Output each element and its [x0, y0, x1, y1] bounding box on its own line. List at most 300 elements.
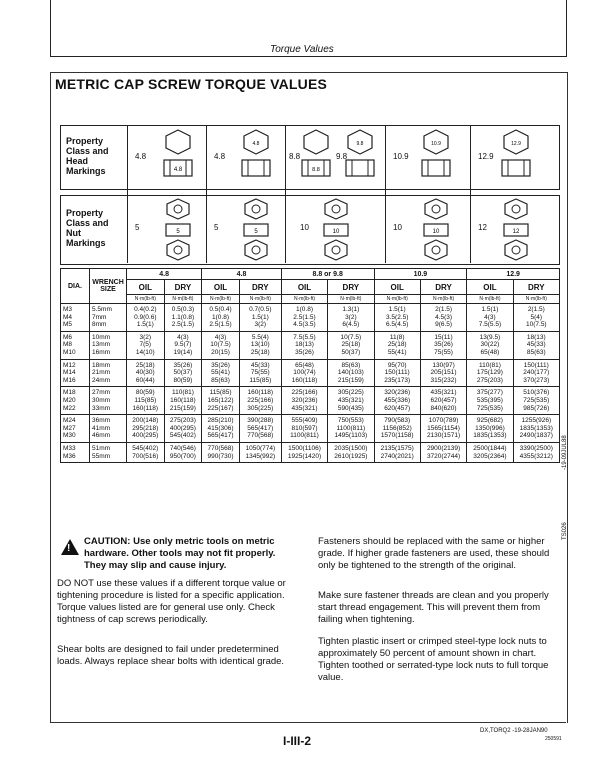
cell-value: 1.1(0.8) [171, 313, 195, 321]
nut-stamp-text: 12 [512, 229, 520, 235]
cell-value: 0.7(0.5) [249, 306, 272, 313]
cell-value: 115(85) [209, 389, 232, 397]
paragraph: Fasteners should be replaced with the same or higher grade. If higher grade fasteners are used, these should only be tightened to the strength of the original. [318, 536, 550, 571]
cell-value: 215(159) [169, 404, 196, 412]
cell-value: 305(225) [247, 404, 274, 412]
cell-value: 590(435) [337, 404, 364, 412]
cell-value: 115(85) [134, 396, 157, 404]
cell-value: 750(553) [337, 417, 364, 425]
cell-value: M30 [63, 432, 76, 440]
oil-header: OIL [202, 280, 240, 295]
cell-value: 24mm [92, 376, 111, 384]
cell-value: 15(11) [434, 333, 453, 341]
grade-header: 12.9 [467, 269, 560, 280]
cell-value: M10 [63, 348, 76, 356]
cell-value: 50(37) [173, 369, 193, 377]
cell-value: 65(48) [480, 348, 500, 356]
unit-label: N·m(lb-ft) [420, 295, 466, 304]
table-row-group [61, 442, 560, 462]
unit-label: N·m(lb-ft) [281, 295, 327, 304]
table-cell [127, 304, 165, 332]
table-cell [513, 415, 559, 443]
head-stamp-text: 4.8 [252, 141, 260, 147]
cell-value: 18(13) [526, 333, 546, 341]
grade-header: 8.8 or 9.8 [281, 269, 374, 280]
table-cell [61, 331, 90, 359]
table-cell [61, 359, 90, 387]
table-cell [202, 442, 240, 462]
table-cell [374, 331, 420, 359]
cell-value: 150(111) [523, 361, 549, 369]
cell-value: 4(3) [484, 313, 496, 321]
nut-stamp-text: 5 [254, 229, 258, 235]
table-cell [164, 415, 202, 443]
cell-value: 1255(926) [521, 417, 552, 425]
cell-value: 535(395) [476, 396, 503, 404]
nut-stamp-text: 5 [176, 229, 180, 235]
cell-value: 435(321) [430, 389, 457, 397]
cell-value: 565(417) [207, 432, 234, 440]
table-cell [202, 359, 240, 387]
cell-value: 80(59) [173, 376, 193, 384]
table-cell [202, 304, 240, 332]
side-code: TS026 [562, 522, 568, 540]
cell-value: 1570(1158) [380, 432, 414, 440]
dry-header: DRY [420, 280, 466, 295]
nut-icon [316, 197, 356, 261]
cell-value: 41mm [92, 424, 111, 432]
cell-value: 1070(789) [428, 417, 459, 425]
cell-value: 1(0.8) [212, 313, 230, 321]
cell-value: 370(273) [523, 376, 550, 384]
cell-value: 3(2) [254, 321, 267, 329]
unit-label: N·m(lb-ft) [164, 295, 202, 304]
cell-value: 2(1.5) [435, 306, 453, 313]
unit-label: N·m(lb-ft) [467, 295, 513, 304]
cell-value: 2900(2139) [426, 444, 461, 452]
nut-icon [416, 197, 456, 261]
cell-value: 10(7.5) [340, 333, 362, 341]
table-cell [467, 304, 513, 332]
cell-value: 3.5(2.5) [386, 313, 409, 321]
table-cell [61, 387, 90, 415]
cell-value: 2610(1925) [334, 452, 368, 460]
oil-dry-row [61, 280, 560, 295]
table-cell [513, 304, 559, 332]
cell-value: 45(33) [526, 341, 546, 349]
cell-value: 10mm [92, 333, 111, 341]
table-cell [328, 304, 374, 332]
cell-value: M16 [63, 376, 76, 384]
table-cell [239, 331, 281, 359]
cell-value: M14 [63, 369, 76, 377]
table-cell [127, 415, 165, 443]
cell-value: 33mm [92, 404, 111, 412]
table-cell [281, 304, 327, 332]
cell-value: M4 [63, 313, 73, 321]
head-class: 8.8 [289, 152, 301, 161]
paragraph: Tighten plastic insert or crimped steel-type lock nuts to approximately 50 percent of amount shown in chart. Tighten toothed or serrated-type lock nuts to full torque value. [318, 636, 549, 683]
table-cell [467, 387, 513, 415]
cell-value: 320(236) [384, 389, 411, 397]
cell-value: 2500(1844) [473, 444, 507, 452]
table-cell [467, 415, 513, 443]
cell-value: 4355(3212) [519, 452, 553, 460]
cell-value: 1.5(1) [251, 313, 269, 321]
table-row-group [61, 304, 560, 332]
cell-value: 700(516) [132, 452, 159, 460]
col-divider [127, 125, 128, 263]
paragraph: DO NOT use these values if a different torque value or tightening procedure is listed for a specific application. Torque values listed are for general use only. Check tightness of cap screws periodically. [57, 578, 286, 625]
nut-class: 12 [478, 223, 487, 232]
cell-value: 740(546) [169, 444, 196, 452]
unit-label: N·m(lb-ft) [202, 295, 240, 304]
cell-value: 95(70) [387, 361, 407, 369]
cell-value: 21mm [92, 369, 111, 377]
cell-value: 9(6.5) [435, 321, 453, 329]
table-cell [127, 359, 165, 387]
running-title: Torque Values [270, 44, 334, 55]
cell-value: M24 [63, 417, 76, 425]
cell-value: 225(166) [291, 389, 318, 397]
head-stamp-text: 12.9 [511, 141, 521, 147]
col-divider [385, 125, 386, 263]
unit-label: N·m(lb-ft) [513, 295, 559, 304]
cell-value: 555(409) [291, 417, 318, 425]
unit-label: N·m(lb-ft) [328, 295, 374, 304]
table-cell [420, 331, 466, 359]
cell-value: 4.5(3.5) [293, 321, 316, 329]
cell-value: 20(15) [211, 348, 230, 356]
footer-code: 250591 [545, 736, 562, 742]
cell-value: 55(41) [387, 348, 407, 356]
cell-value: 2(1.5) [527, 306, 545, 313]
table-cell [239, 387, 281, 415]
cell-value: 205(151) [430, 369, 457, 377]
table-cell [164, 387, 202, 415]
paragraph: Shear bolts are designed to fail under predetermined loads. Always replace shear bolts with identical grade. [57, 644, 285, 667]
cell-value: 415(306) [207, 424, 234, 432]
dry-header: DRY [164, 280, 202, 295]
table-cell [202, 387, 240, 415]
table-cell [513, 387, 559, 415]
cell-value: 165(122) [207, 396, 234, 404]
cell-value: 80(59) [135, 389, 155, 397]
col-divider [285, 125, 286, 263]
table-cell [420, 415, 466, 443]
nut-class: 10 [300, 223, 309, 232]
nut-stamp-text: 10 [432, 229, 440, 235]
table-cell [61, 442, 90, 462]
table-row-group [61, 331, 560, 359]
head-stamp-text: 10.9 [431, 141, 441, 147]
oil-header: OIL [374, 280, 420, 295]
cell-value: 400(295) [132, 432, 159, 440]
table-cell [513, 442, 559, 462]
footer-code: DX,TORQ2 -19-28JAN90 [480, 728, 548, 734]
cell-value: 25(18) [341, 341, 361, 349]
cell-value: 10(7.5) [210, 341, 231, 349]
cell-value: M20 [63, 396, 76, 404]
cell-value: 51mm [92, 444, 111, 452]
cell-value: 545(402) [132, 444, 159, 452]
table-cell [281, 359, 327, 387]
cell-value: 3(2) [345, 313, 357, 321]
table-cell [239, 359, 281, 387]
cell-value: 18(13) [295, 341, 314, 349]
table-row-group [61, 387, 560, 415]
side-code: -19-09JUL88 [562, 435, 568, 470]
cell-value: 110(81) [478, 361, 501, 369]
cell-value: 16mm [92, 348, 111, 356]
table-cell [61, 415, 90, 443]
table-cell [374, 415, 420, 443]
cell-value: 35(26) [173, 361, 193, 369]
cell-value: 175(129) [476, 369, 503, 377]
cell-value: 10(7.5) [526, 321, 547, 329]
cell-value: 1350(996) [475, 424, 505, 432]
table-cell [281, 442, 327, 462]
cell-value: 225(166) [247, 396, 274, 404]
cell-value: 1.3(1) [342, 306, 360, 313]
table-cell [374, 442, 420, 462]
units-row [61, 295, 560, 304]
cell-value: 5.5(4) [251, 333, 269, 341]
cell-value: 36mm [92, 417, 111, 425]
table-cell [328, 387, 374, 415]
header-rule [50, 56, 566, 57]
cell-value: 1835(1353) [519, 424, 553, 432]
cell-value: 215(159) [337, 376, 364, 384]
table-cell [420, 387, 466, 415]
cell-value: 0.5(0.4) [209, 306, 232, 313]
oil-header: OIL [281, 280, 327, 295]
cell-value: 725(535) [523, 396, 550, 404]
cell-value: 30mm [92, 396, 111, 404]
table-cell [202, 331, 240, 359]
cell-value: 2.5(1.5) [293, 313, 316, 321]
cell-value: 295(218) [132, 424, 159, 432]
table-cell [513, 331, 559, 359]
cell-value: 85(63) [526, 348, 546, 356]
cell-value: 770(568) [247, 432, 274, 440]
cell-value: 60(44) [135, 376, 155, 384]
grade-header: 4.8 [202, 269, 282, 280]
cell-value: 285(210) [207, 417, 234, 425]
table-cell [61, 304, 90, 332]
cell-value: 14(10) [135, 348, 155, 356]
table-cell [374, 359, 420, 387]
header-right-rule [566, 0, 567, 57]
bolt-head-icon [296, 128, 336, 184]
cell-value: M12 [63, 361, 76, 369]
cell-value: 40(30) [135, 369, 155, 377]
table-cell [127, 387, 165, 415]
table-cell [164, 359, 202, 387]
cell-value: 925(682) [476, 417, 503, 425]
page-title: METRIC CAP SCREW TORQUE VALUES [55, 76, 328, 92]
cell-value: 35(26) [211, 361, 230, 369]
cell-value: 3205(2364) [473, 452, 507, 460]
cell-value: 1925(1420) [287, 452, 322, 460]
table-cell [328, 415, 374, 443]
head-class: 4.8 [135, 152, 147, 161]
cell-value: 1495(1103) [334, 432, 368, 440]
cell-value: 375(277) [476, 389, 503, 397]
cell-value: 1345(992) [245, 452, 276, 460]
cell-value: 2130(1571) [426, 432, 461, 440]
torque-table [60, 268, 560, 463]
table-cell [164, 442, 202, 462]
table-cell [90, 331, 127, 359]
cell-value: 1.5(1) [136, 321, 154, 329]
col-divider [470, 125, 471, 263]
cell-value: 390(288) [247, 417, 274, 425]
cell-value: 2135(1575) [380, 444, 414, 452]
table-cell [164, 304, 202, 332]
cell-value: 0.9(0.6) [134, 313, 157, 321]
cell-value: 7.5(5.5) [478, 321, 502, 329]
cell-value: 790(583) [384, 417, 411, 425]
cell-value: 7(5) [139, 341, 152, 349]
cell-value: 13(9.5) [479, 333, 501, 341]
cell-value: 3720(2744) [426, 452, 461, 460]
nut-class: 5 [135, 223, 140, 232]
cell-value: 46mm [92, 432, 111, 440]
cell-value: 160(118) [170, 396, 196, 404]
torque-table-body [61, 304, 560, 463]
table-cell [239, 415, 281, 443]
cell-value: 85(63) [341, 361, 361, 369]
cell-value: 1835(1353) [473, 432, 507, 440]
cell-value: 35(26) [434, 341, 453, 349]
header-left-rule [50, 0, 51, 57]
table-cell [374, 304, 420, 332]
table-cell [127, 331, 165, 359]
table-cell [202, 415, 240, 443]
cell-value: 1100(811) [290, 432, 319, 440]
table-cell [164, 331, 202, 359]
cell-value: 400(295) [169, 424, 196, 432]
cell-value: 620(457) [430, 396, 457, 404]
cell-value: 5.5mm [92, 306, 112, 313]
cell-value: 5(4) [530, 313, 543, 321]
table-cell [328, 359, 374, 387]
head-stamp-text: 9.8 [356, 141, 364, 147]
cell-value: 115(85) [249, 376, 272, 384]
cell-value: 9.5(7) [174, 341, 192, 349]
cell-value: 65(48) [295, 361, 314, 369]
cell-value: 1(0.8) [296, 306, 313, 313]
cell-value: 455(336) [384, 396, 411, 404]
cell-value: 85(63) [211, 376, 230, 384]
head-stamp-text: 4.8 [173, 167, 183, 173]
cell-value: 435(321) [337, 396, 364, 404]
cell-value: 45(33) [250, 361, 270, 369]
cell-value: 1565(1154) [427, 424, 460, 432]
cell-value: 160(118) [247, 389, 274, 397]
grade-header: 10.9 [374, 269, 467, 280]
bolt-head-icon [340, 128, 380, 184]
cell-value: 565(417) [247, 424, 274, 432]
caution-text: CAUTION: Use only metric tools on metric hardware. Other tools may not fit properly. They may slip and cause injury. [84, 536, 276, 571]
table-cell [90, 359, 127, 387]
cell-value: 4.5(3) [435, 313, 453, 321]
cell-value: 110(81) [171, 389, 194, 397]
cell-value: 235(173) [384, 376, 411, 384]
cell-value: 150(111) [384, 369, 410, 377]
unit-label: N·m(lb-ft) [239, 295, 281, 304]
table-cell [467, 359, 513, 387]
unit-label: N·m(lb-ft) [127, 295, 165, 304]
cell-value: 8mm [92, 321, 107, 329]
cell-value: 140(103) [337, 369, 364, 377]
bolt-head-icon [158, 128, 198, 184]
cell-value: 770(568) [207, 444, 234, 452]
cell-value: 275(203) [476, 376, 503, 384]
cell-value: 50(37) [341, 348, 361, 356]
table-cell [467, 331, 513, 359]
cell-value: 985(726) [523, 404, 550, 412]
cell-value: M3 [63, 306, 73, 313]
cell-value: 2035(1500) [334, 444, 368, 452]
cell-value: 840(620) [430, 404, 457, 412]
head-stamp-text: 8.8 [312, 167, 320, 173]
cell-value: 130(97) [432, 361, 455, 369]
grade-header: 4.8 [127, 269, 202, 280]
dry-header: DRY [513, 280, 559, 295]
nut-icon [158, 197, 198, 261]
cell-value: 545(402) [169, 432, 196, 440]
table-cell [467, 442, 513, 462]
cell-value: M5 [63, 321, 73, 329]
bolt-head-icon [416, 128, 456, 184]
cell-value: 620(457) [384, 404, 411, 412]
cell-value: 2.5(1.5) [209, 321, 232, 329]
cell-value: 3(2) [139, 333, 152, 341]
page-number: I-III-2 [283, 734, 312, 748]
cell-value: 435(321) [291, 404, 318, 412]
dia-header: DIA. [61, 269, 90, 304]
cell-value: 25(18) [135, 361, 155, 369]
cell-value: 7mm [92, 313, 107, 321]
cell-value: M18 [63, 389, 76, 397]
cell-value: 7.5(5.5) [293, 333, 316, 341]
nut-icon [236, 197, 276, 261]
cell-value: 1050(774) [245, 444, 276, 452]
table-cell [420, 304, 466, 332]
cell-value: 25(18) [250, 348, 270, 356]
table-cell [281, 387, 327, 415]
table-row-group [61, 359, 560, 387]
cell-value: 1.5(1) [388, 306, 406, 313]
cell-value: 950(700) [169, 452, 196, 460]
cell-value: 990(730) [207, 452, 234, 460]
cell-value: 13(10) [250, 341, 270, 349]
table-cell [281, 415, 327, 443]
table-cell [90, 415, 127, 443]
cell-value: 3390(2500) [519, 444, 553, 452]
cell-value: M33 [63, 444, 76, 452]
cell-value: M27 [63, 424, 76, 432]
bolt-head-icon [496, 128, 536, 184]
cell-value: 55(41) [211, 369, 230, 377]
cell-value: 810(597) [291, 424, 318, 432]
head-class: 4.8 [214, 152, 226, 161]
cell-value: M6 [63, 333, 73, 341]
table-cell [90, 304, 127, 332]
cell-value: 315(232) [430, 376, 457, 384]
